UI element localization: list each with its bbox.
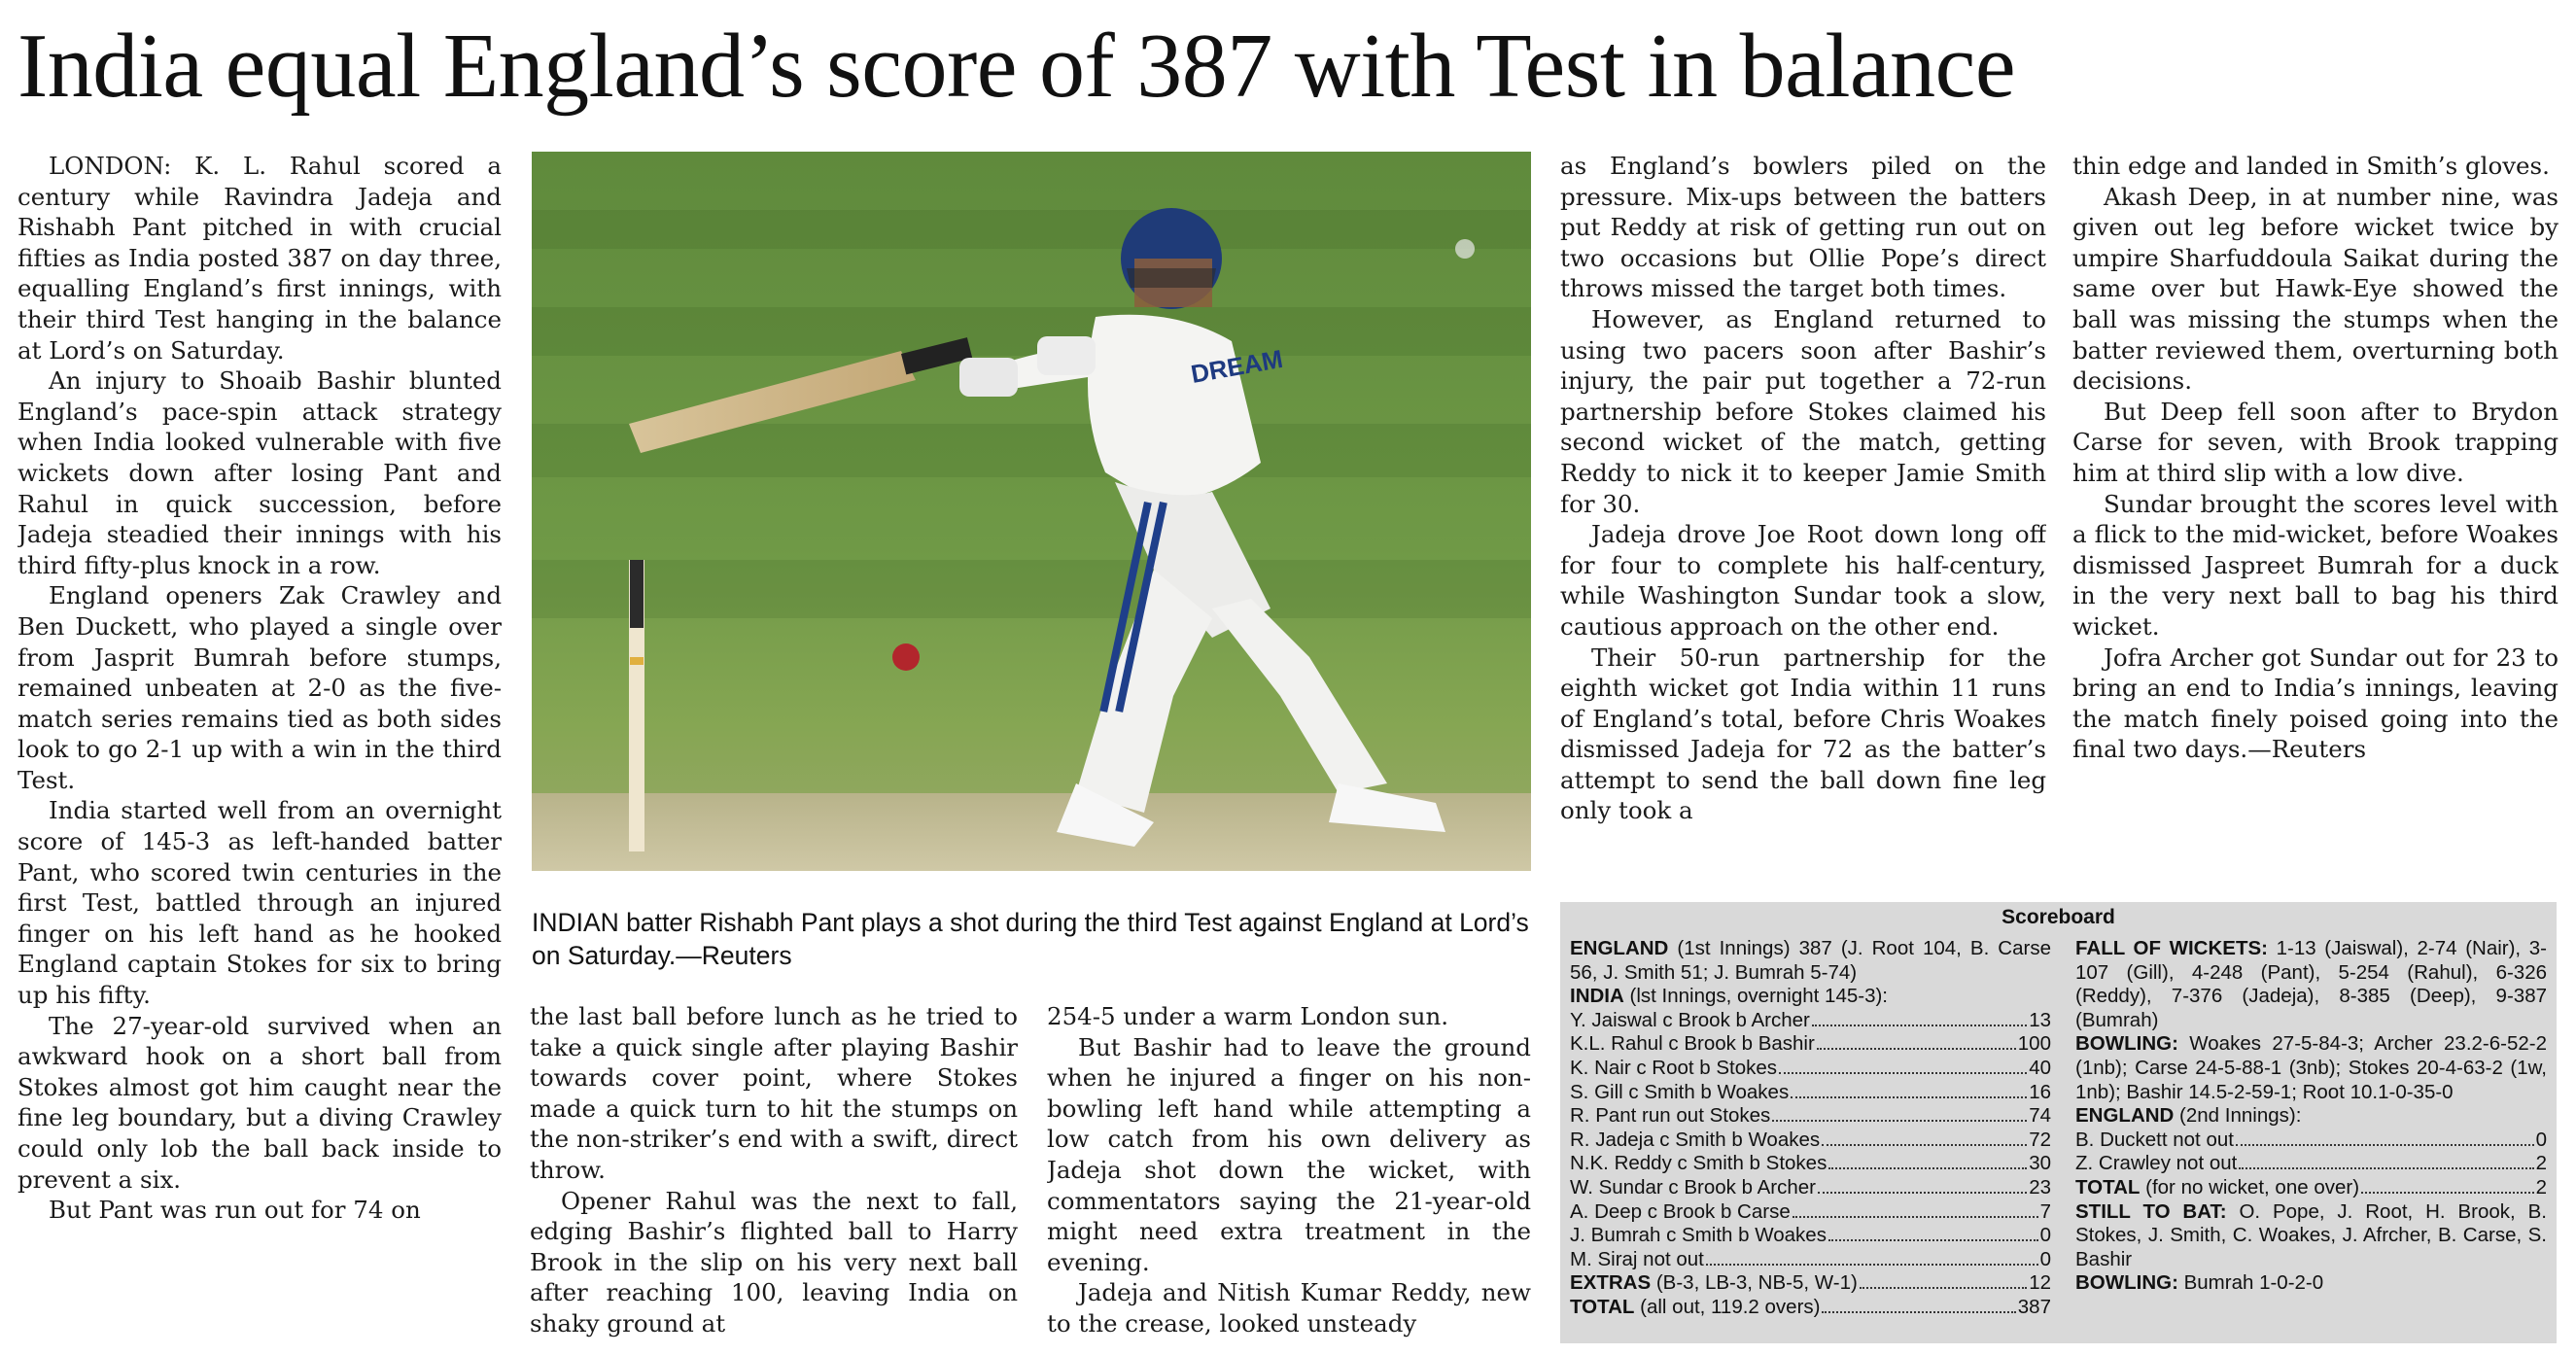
bowling-label: BOWLING:: [2075, 1271, 2178, 1295]
paragraph: 254-5 under a warm London sun.: [1047, 1002, 1449, 1030]
scoreboard-right-column: [2075, 937, 2547, 1296]
batter-name: B. Duckett not out: [2075, 1128, 2234, 1151]
batter-runs: 7: [2039, 1199, 2051, 1223]
cricket-batter-photo: [532, 152, 1531, 871]
paragraph: Jadeja drove Joe Root down long off for four to complete his half-century, while Washington Sundar took a slow, cautious approach on the other end.: [1560, 520, 2046, 641]
fall-of-wickets: [2075, 937, 2547, 1032]
bowling-detail: Woakes 27-5-84-3; Archer 23.2-6-52-2 (1nb); Carse 24-5-88-1 (3nb); Stokes 20-4-63-2 (1w, 1nb); Bashir 14.5-2-59-1; Root 10.1-0-35-0: [2075, 1032, 2547, 1103]
batter-name: J. Bumrah c Smith b Woakes: [1570, 1224, 1827, 1247]
still-to-bat-detail: O. Pope, J. Root, H. Brook, B. Stokes, J. Smith, C. Woakes, J. Afrcher, B. Carse, S. Bashir: [2075, 1199, 2547, 1270]
batter-runs: 30: [2029, 1152, 2051, 1175]
batting-row: [1570, 1032, 2051, 1057]
article-column-3: [1047, 1001, 1531, 1351]
still-to-bat: [2075, 1200, 2547, 1272]
paragraph: But Deep fell soon after to Brydon Carse for seven, with Brook trapping him at third slip with a low dive.: [2072, 397, 2559, 487]
total-detail: (for no wicket, one over): [2140, 1175, 2360, 1199]
paragraph: An injury to Shoaib Bashir blunted England’s pace-spin attack strategy when India looked vulnerable with five wickets down after losing Pant and Rahul in quick succession, before Jadeja steadied their innings with his third fifty-plus knock in a row.: [17, 366, 502, 579]
paragraph: England openers Zak Crawley and Ben Duckett, who played a single over from Jasprit Bumrah before stumps, remained unbeaten at 2-0 as the five-match series remains tied as both sides look to go 2-1 up with a win in the third Test.: [17, 581, 502, 794]
batter-runs: 23: [2029, 1175, 2051, 1199]
article-column-2: [530, 1001, 1018, 1351]
batting-row: [1570, 1176, 2051, 1200]
batter-runs: 72: [2029, 1128, 2051, 1151]
batter-name: Z. Crawley not out: [2075, 1152, 2238, 1175]
scoreboard-title: Scoreboard: [2002, 906, 2115, 928]
batter-name: Y. Jaiswal c Brook b Archer: [1570, 1008, 1810, 1031]
india-innings-header: [1570, 985, 2051, 1009]
batter-name: R. Jadeja c Smith b Woakes: [1570, 1128, 1821, 1151]
batter-runs: 0: [2039, 1247, 2051, 1270]
batter-name: R. Pant run out Stokes: [1570, 1104, 1771, 1128]
paragraph: Jofra Archer got Sundar out for 23 to bring an end to India’s innings, leaving the match finely poised going into the final two days.—Reuters: [2072, 643, 2559, 764]
batting-row: [1570, 1009, 2051, 1033]
batter-runs: 2: [2535, 1152, 2547, 1175]
still-to-bat-label: STILL TO BAT:: [2075, 1199, 2227, 1223]
paragraph: India started well from an overnight score of 145-3 as left-handed batter Pant, who scored twin centuries in the first Test, battled through an injured finger on his left hand as he hooked England captain Stokes for six to bring up his fifty.: [17, 796, 502, 1010]
batting-row: [1570, 1081, 2051, 1105]
india-batting-list: [1570, 1009, 2051, 1272]
jersey-text: DREAM: [1188, 343, 1285, 389]
innings-summary: (1st Innings) 387 (J. Root 104, B. Carse 56, J. Smith 51; J. Bumrah 5-74): [1570, 937, 2051, 984]
batter-name: M. Siraj not out: [1570, 1247, 1704, 1270]
batter-runs: 16: [2029, 1080, 2051, 1103]
photo-caption: INDIAN batter Rishabh Pant plays a shot during the third Test against England at Lord’s on Saturday.—Reuters: [532, 908, 1529, 970]
batting-row: [1570, 1104, 2051, 1129]
bowling-label: BOWLING:: [2075, 1032, 2178, 1056]
team-label: ENGLAND: [1570, 937, 1669, 959]
batter-runs: 74: [2029, 1104, 2051, 1128]
extras-label: EXTRAS: [1570, 1271, 1652, 1295]
extras-value: 12: [2029, 1271, 2051, 1295]
total-label: TOTAL: [1570, 1295, 1635, 1318]
batting-row: [1570, 1200, 2051, 1225]
batter-runs: 13: [2029, 1008, 2051, 1031]
batting-row: [1570, 1152, 2051, 1176]
innings-note: (lst Innings, overnight 145-3):: [1623, 985, 1889, 1008]
paragraph: LONDON: K. L. Rahul scored a century while Ravindra Jadeja and Rishabh Pant pitched in with crucial fifties as India posted 387 on day three, equalling England’s first innings, with their third Test hanging in the balance at Lord’s on Saturday.: [17, 152, 502, 365]
extras-detail: (B-3, LB-3, NB-5, W-1): [1651, 1271, 1858, 1295]
batter-runs: 0: [2535, 1128, 2547, 1151]
batting-row: [2075, 1129, 2547, 1153]
batter-runs: 0: [2039, 1224, 2051, 1247]
batter-runs: 100: [2017, 1032, 2051, 1056]
team-label: ENGLAND: [2075, 1104, 2175, 1128]
batter-name: K. Nair c Root b Stokes: [1570, 1056, 1778, 1079]
batting-row: [1570, 1129, 2051, 1153]
fow-detail: 1-13 (Jaiswal), 2-74 (Nair), 3-107 (Gill), 4-248 (Pant), 5-254 (Rahul), 6-326 (Reddy), 7-376 (Jadeja), 8-385 (Deep), 9-387 (Bumrah): [2075, 937, 2548, 1031]
batter-runs: 40: [2029, 1056, 2051, 1079]
batter-name: W. Sundar c Brook b Archer: [1570, 1175, 1816, 1199]
headline: India equal England’s score of 387 with Test in balance: [17, 16, 2016, 117]
total-value: 2: [2535, 1175, 2547, 1199]
paragraph: But Pant was run out for 74 on: [49, 1196, 421, 1225]
paragraph: However, as England returned to using two pacers soon after Bashir’s injury, the pair put together a 72-run partnership before Stokes claimed his second wicket of the match, getting Reddy to nick it to keeper Jamie Smith for 30.: [1560, 304, 2046, 518]
batter-name: K.L. Rahul c Brook b Bashir: [1570, 1032, 1815, 1056]
total-value: 387: [2017, 1295, 2051, 1318]
paragraph: Their 50-run partnership for the eighth wicket got India within 11 runs of England’s total, before Chris Woakes dismissed Jadeja for 72 as the batter’s attempt to send the ball down fine leg only took a: [1560, 643, 2046, 825]
batter-name: N.K. Reddy c Smith b Stokes: [1570, 1152, 1828, 1175]
paragraph: Opener Rahul was the next to fall, edging Bashir’s flighted ball to Harry Brook in the slip on his very next ball after reaching 100, leaving India on shaky ground at: [530, 1186, 1018, 1338]
batter-name: A. Deep c Brook b Carse: [1570, 1199, 1791, 1223]
article-column-5: [2072, 151, 2559, 880]
total-row: [1570, 1296, 2051, 1320]
innings-note: (2nd Innings):: [2174, 1104, 2302, 1128]
paragraph: The 27-year-old survived when an awkward hook on a short ball from Stokes almost got him caught near the fine leg boundary, but a diving Crawley could only lob the ball back inside to prevent a six.: [17, 1011, 502, 1194]
paragraph: the last ball before lunch as he tried to take a quick single after playing Bashir towards cover point, where Stokes made a quick turn to hit the stumps on the non-striker’s end with a swift, direct throw.: [530, 1002, 1018, 1184]
paragraph: Sundar brought the scores level with a flick to the mid-wicket, before Woakes dismissed Jaspreet Bumrah for a duck in the very next ball to bag his third wicket.: [2072, 489, 2559, 641]
bowling-detail: Bumrah 1-0-2-0: [2177, 1271, 2324, 1295]
paragraph: Jadeja and Nitish Kumar Reddy, new to the crease, looked unsteady: [1047, 1278, 1531, 1338]
article-column-1: [17, 151, 502, 1346]
paragraph: as England’s bowlers piled on the pressure. Mix-ups between the batters put Reddy at risk of getting run out on two occasions but Ollie Pope’s direct throws missed the target both times.: [1560, 152, 2046, 303]
england-batting-list: [2075, 1129, 2547, 1176]
fow-label: FALL OF WICKETS:: [2075, 937, 2268, 959]
batter-name: S. Gill c Smith b Woakes: [1570, 1080, 1790, 1103]
scoreboard-left-column: [1570, 937, 2051, 1320]
batting-row: [2075, 1152, 2547, 1176]
scoreboard-box: [1560, 902, 2557, 1343]
article-column-4: [1560, 151, 2046, 880]
england-second-innings: [2075, 1104, 2547, 1129]
paragraph: But Bashir had to leave the ground when he injured a finger on his non-bowling left hand while attempting a low catch from his own delivery as Jadeja shot down the wicket, with commentators saying the 21-year-old might need extra treatment in the evening.: [1047, 1032, 1531, 1276]
england-first-innings: [1570, 937, 2051, 985]
batting-row: [1570, 1224, 2051, 1248]
paragraph: thin edge and landed in Smith’s gloves.: [2072, 152, 2550, 180]
extras-row: [1570, 1271, 2051, 1296]
eng2-total-row: [2075, 1176, 2547, 1200]
news-photo: [532, 152, 1531, 871]
bowling-figures: [2075, 1032, 2547, 1104]
batting-row: [1570, 1057, 2051, 1081]
paragraph: Akash Deep, in at number nine, was given out leg before wicket twice by umpire Sharfuddoula Saikat during the same over but Hawk-Eye showed the ball was missing the stumps when the batter reviewed them, overturning both decisions.: [2072, 182, 2559, 396]
batting-row: [1570, 1248, 2051, 1272]
total-detail: (all out, 119.2 overs): [1634, 1295, 1821, 1318]
team-label: INDIA: [1570, 985, 1624, 1008]
bowling-figures-2: [2075, 1271, 2547, 1296]
total-label: TOTAL: [2075, 1175, 2141, 1199]
